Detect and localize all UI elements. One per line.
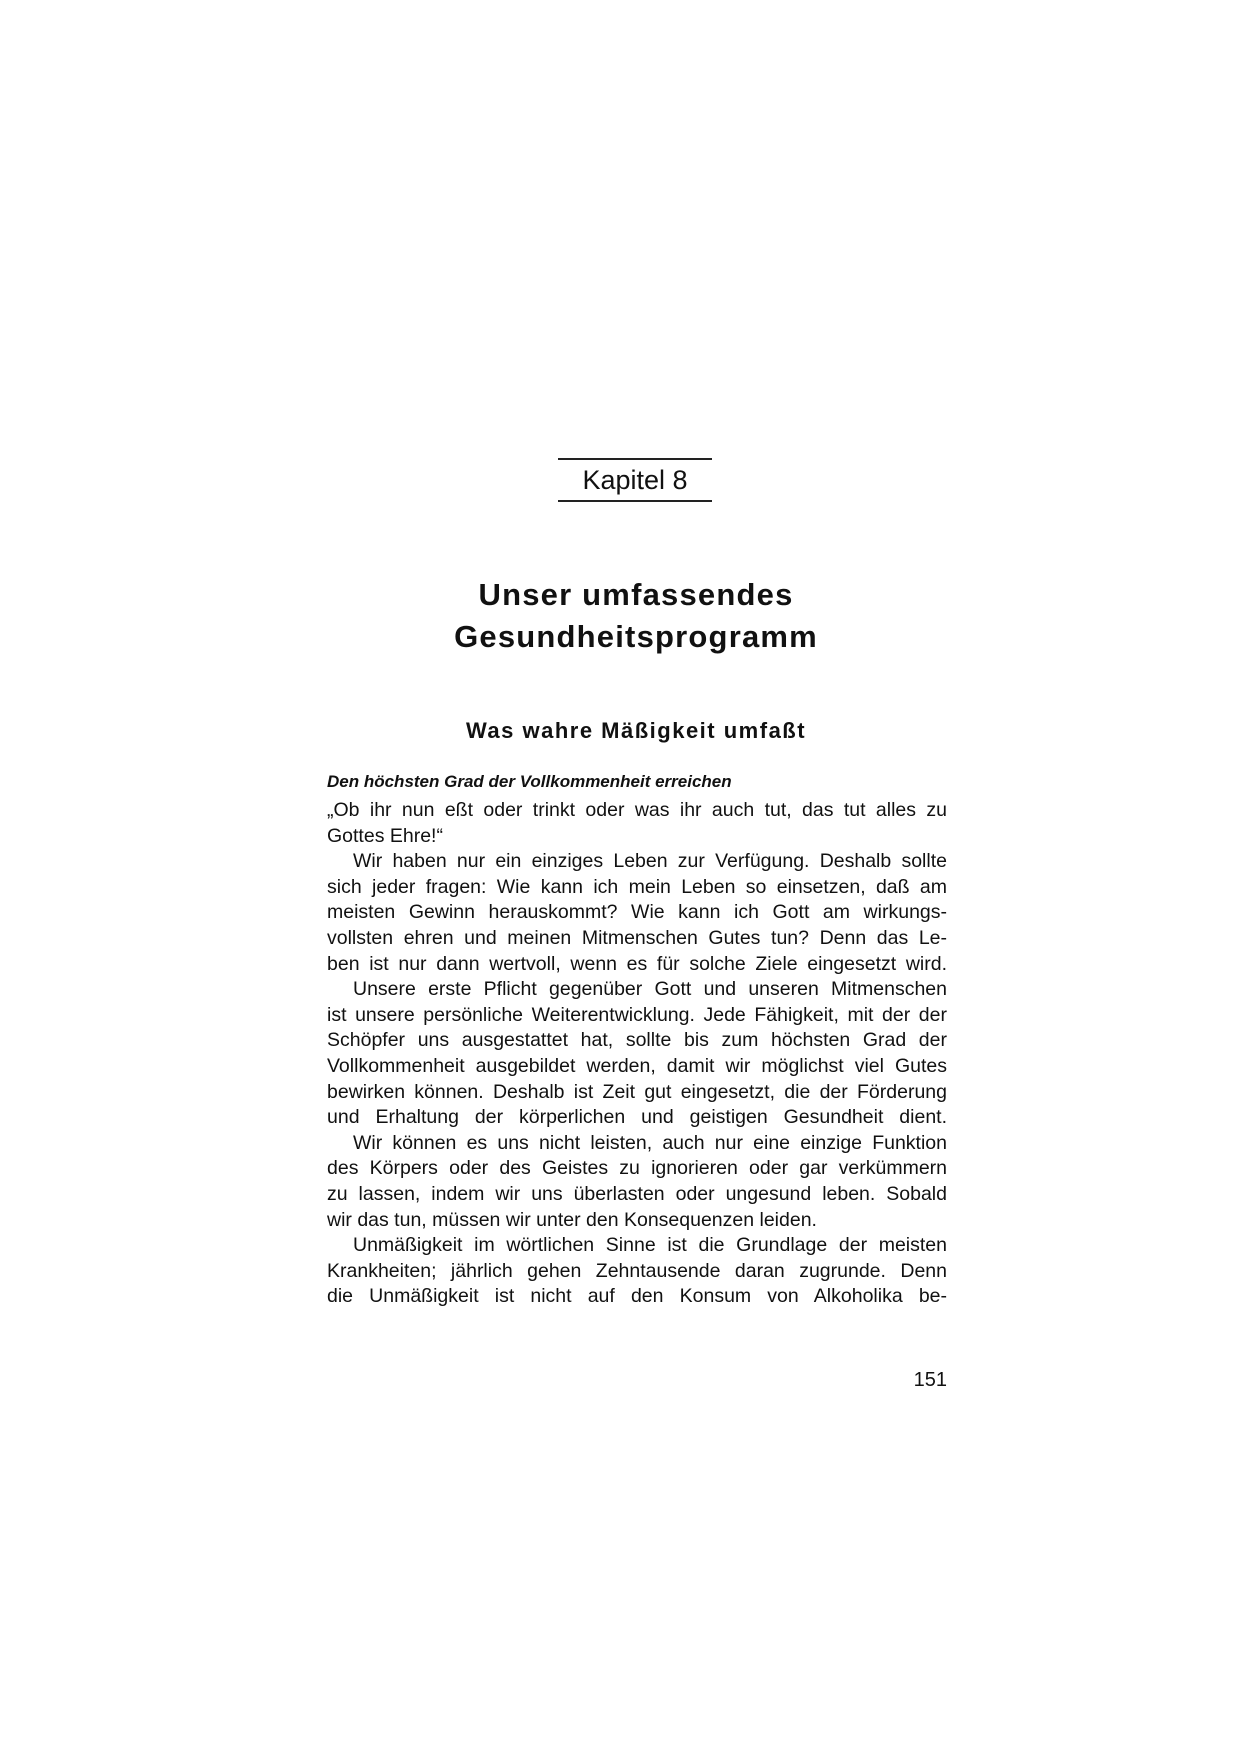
body-line: Wir können es uns nicht leisten, auch nur eine einzige Funktion	[353, 1131, 947, 1154]
body-line: Wir haben nur ein einziges Leben zur Verfügung. Deshalb sollte	[353, 850, 947, 873]
body-line: ben ist nur dann wertvoll, wenn es für solche Ziele eingesetzt wird.	[327, 952, 947, 975]
page-number: 151	[913, 1369, 947, 1391]
body-line: Schöpfer uns ausgestattet hat, sollte bis zum höchsten Grad der	[327, 1029, 947, 1052]
body-line: sich jeder fragen: Wie kann ich mein Leben so einsetzen, daß am	[327, 875, 947, 898]
chapter-title	[320, 574, 952, 658]
body-line: Vollkommenheit ausgebildet werden, damit wir möglichst viel Gutes	[327, 1054, 947, 1077]
body-line: zu lassen, indem wir uns überlasten oder ungesund leben. Sobald	[327, 1182, 947, 1205]
body-line: bewirken können. Deshalb ist Zeit gut eingesetzt, die der Förderung	[327, 1080, 947, 1103]
body-line: ist unsere persönliche Weiterentwicklung. Jede Fähigkeit, mit der der	[327, 1003, 947, 1026]
body-line: Gottes Ehre!“	[327, 824, 443, 847]
body-line: wir das tun, müssen wir unter den Konsequenzen leiden.	[327, 1208, 817, 1231]
section-heading: Was wahre Mäßigkeit umfaßt	[465, 718, 807, 743]
chapter-label: Kapitel 8	[558, 458, 712, 502]
chapter-title-line-2: Gesundheitsprogramm	[454, 619, 818, 654]
body-line: „Ob ihr nun eßt oder trinkt oder was ihr auch tut, das tut alles zu	[327, 799, 947, 821]
subsection-heading: Den höchsten Grad der Vollkommenheit erreichen	[327, 772, 732, 791]
chapter-title-line-1: Unser umfassendes	[478, 577, 794, 612]
body-line: die Unmäßigkeit ist nicht auf den Konsum von Alkoholika be-	[327, 1285, 947, 1308]
body-line: meisten Gewinn herauskommt? Wie kann ich Gott am wirkungs-	[327, 901, 947, 924]
body-line: Unsere erste Pflicht gegenüber Gott und unseren Mitmenschen	[353, 978, 947, 1001]
body-line: und Erhaltung der körperlichen und geistigen Gesundheit dient.	[327, 1106, 947, 1129]
body-line: vollsten ehren und meinen Mitmenschen Gutes tun? Denn das Le-	[327, 926, 947, 949]
body-text	[327, 798, 947, 1310]
body-line: Unmäßigkeit im wörtlichen Sinne ist die Grundlage der meisten	[353, 1234, 947, 1257]
body-line: Krankheiten; jährlich gehen Zehntausende daran zugrunde. Denn	[327, 1259, 947, 1282]
body-line: des Körpers oder des Geistes zu ignorieren oder gar verkümmern	[327, 1157, 947, 1180]
